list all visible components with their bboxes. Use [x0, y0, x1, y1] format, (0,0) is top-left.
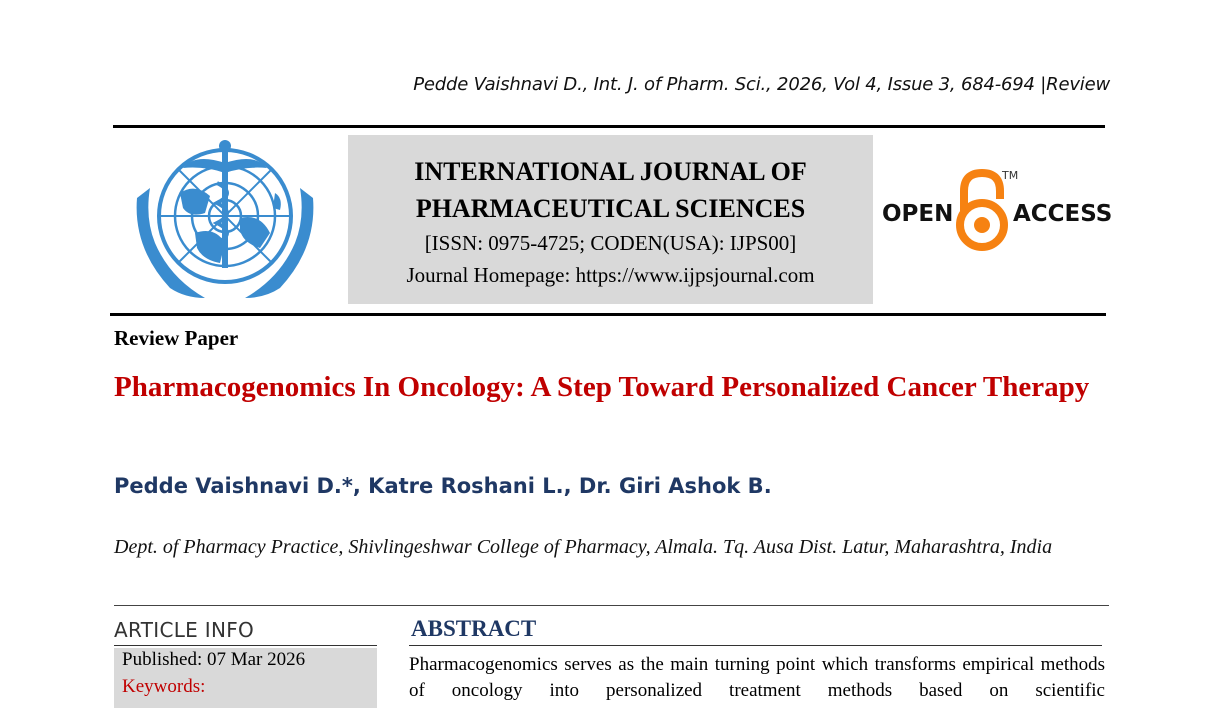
running-header: Pedde Vaishnavi D., Int. J. of Pharm. Sci., 2026, Vol 4, Issue 3, 684-694 |Review [413, 74, 1110, 95]
article-info-heading: ARTICLE INFO [114, 618, 255, 642]
abstract-rule [409, 645, 1102, 646]
author-affiliation: Dept. of Pharmacy Practice, Shivlingeshwar College of Pharmacy, Almala. Tq. Ausa Dist. Latur, Maharashtra, India [114, 536, 1053, 558]
header-rule-bottom [110, 313, 1106, 316]
journal-name-line2: PHARMACEUTICAL SCIENCES [415, 194, 806, 223]
open-access-open-text: OPEN [882, 201, 954, 227]
journal-issn: [ISSN: 0975-4725; CODEN(USA): IJPS00] [424, 231, 797, 255]
open-access-access-text: ACCESS [1013, 201, 1113, 227]
article-info-rule [114, 645, 377, 646]
journal-title-box [348, 135, 873, 304]
journal-logo-icon [125, 138, 325, 306]
abstract-heading: ABSTRACT [411, 616, 537, 641]
article-type-label: Review Paper [114, 326, 239, 350]
abstract-text: Pharmacogenomics serves as the main turning point which transforms empirical methods of oncology into personalized treatment methods based on scientific [409, 654, 1105, 701]
open-access-logo [880, 165, 1113, 255]
article-title: Pharmacogenomics In Oncology: A Step Toward Personalized Cancer Therapy [114, 371, 1090, 403]
published-date: Published: 07 Mar 2026 [122, 649, 306, 670]
trademark-mark: TM [1002, 169, 1019, 182]
section-divider [114, 605, 1109, 606]
journal-homepage[interactable]: Journal Homepage: https://www.ijpsjournal.com [406, 263, 815, 287]
article-authors: Pedde Vaishnavi D.*, Katre Roshani L., Dr. Giri Ashok B. [114, 474, 772, 498]
header-rule-top [113, 125, 1105, 128]
journal-name-line1: INTERNATIONAL JOURNAL OF [414, 157, 807, 186]
keywords-label: Keywords: [122, 676, 206, 697]
